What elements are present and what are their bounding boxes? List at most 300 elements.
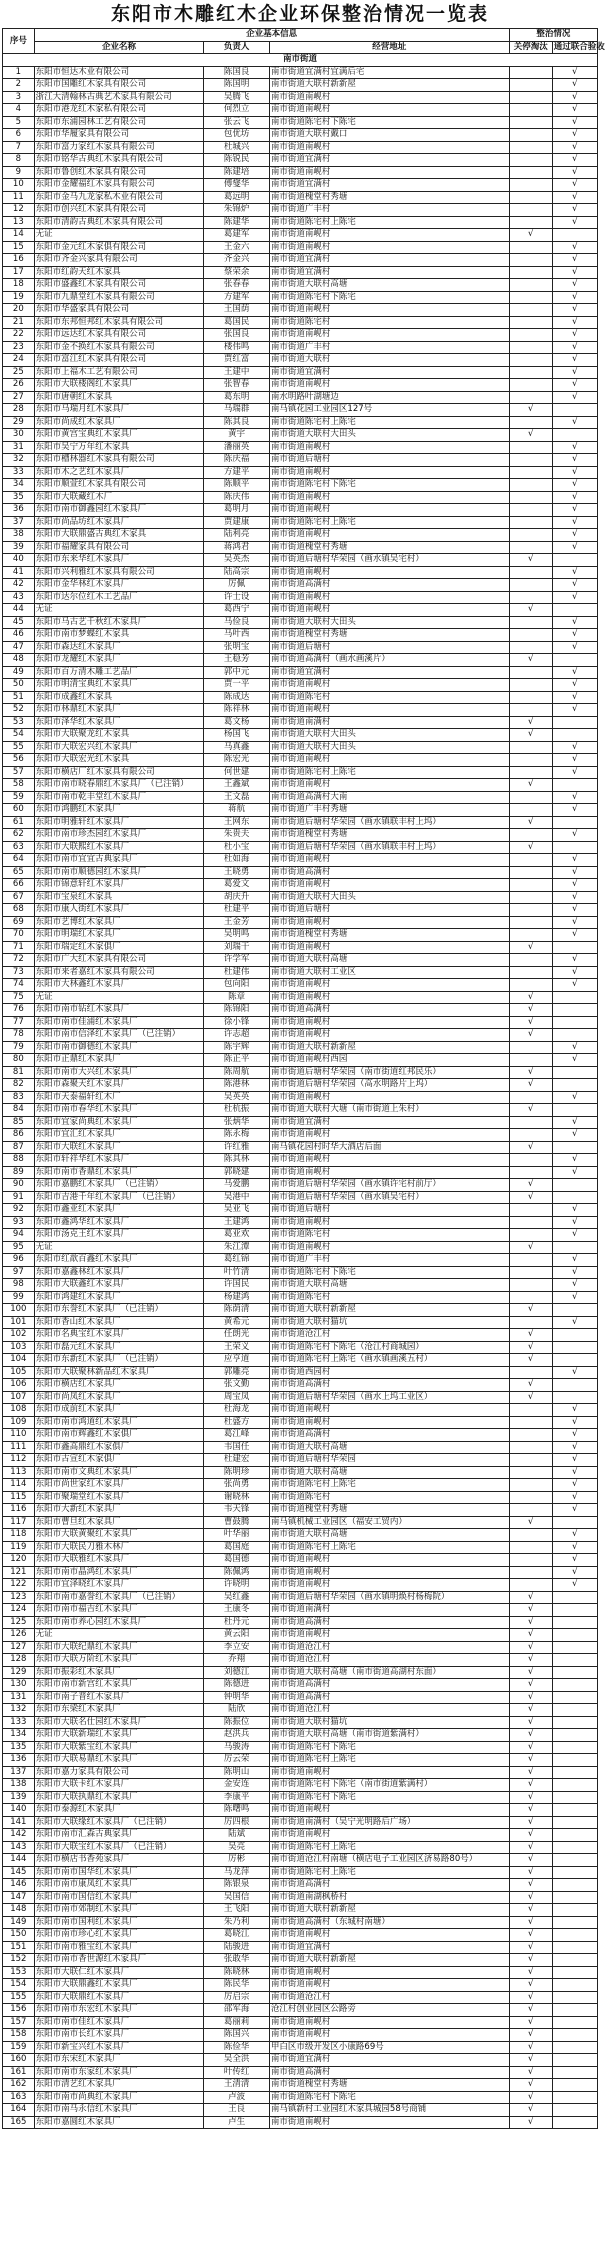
- row-shut-mark: [509, 66, 552, 79]
- row-person: 陈其林: [204, 1154, 270, 1167]
- row-company-name: 东阳市南市珍心红木家具厂: [34, 1929, 204, 1942]
- row-company-name: 东阳市尚品坊红木家具厂: [34, 516, 204, 529]
- table-row: [3, 1391, 598, 1404]
- row-shut-mark: √: [509, 1066, 552, 1079]
- row-company-name: 东阳市南市雅宝红木家具厂: [34, 1941, 204, 1954]
- table-row: [3, 1179, 598, 1192]
- row-passed-mark: √: [552, 1441, 597, 1454]
- row-passed-mark: [552, 1179, 597, 1192]
- table-row: [3, 579, 598, 592]
- row-company-name: 东阳市明清宝典红木家具厂: [34, 679, 204, 692]
- row-shut-mark: [509, 1441, 552, 1454]
- table-row: [3, 629, 598, 642]
- row-passed-mark: √: [552, 704, 597, 717]
- row-shut-mark: √: [509, 1754, 552, 1767]
- table-row: [3, 491, 598, 504]
- row-person: 王建鸿: [204, 1216, 270, 1229]
- row-company-name: 东阳市大联藏红木厂: [34, 491, 204, 504]
- table-row: [3, 591, 598, 604]
- row-shut-mark: [509, 1204, 552, 1217]
- row-passed-mark: √: [552, 679, 597, 692]
- row-company-name: 东阳市南市康凤红木家具厂: [34, 1879, 204, 1892]
- row-company-name: 东阳市大联民刀雅木林厂: [34, 1541, 204, 1554]
- row-company-name: 东阳市唐朝红木家具: [34, 391, 204, 404]
- row-no: 5: [3, 116, 35, 129]
- row-passed-mark: [552, 1979, 597, 1992]
- row-passed-mark: [552, 2079, 597, 2092]
- row-no: 90: [3, 1179, 35, 1192]
- row-no: 78: [3, 1029, 35, 1042]
- table-row: [3, 666, 598, 679]
- row-person: 包优坊: [204, 129, 270, 142]
- row-address: 南市街道后塘村华荣园（画水镇许宅村前厅）: [269, 1179, 509, 1192]
- row-address: 南市街道大联村大田头: [269, 729, 509, 742]
- row-no: 77: [3, 1016, 35, 1029]
- row-no: 9: [3, 166, 35, 179]
- row-no: 61: [3, 816, 35, 829]
- row-address: 南马镇花园工业园区127号: [269, 404, 509, 417]
- row-passed-mark: [552, 729, 597, 742]
- row-shut-mark: √: [509, 1829, 552, 1842]
- row-shut-mark: [509, 366, 552, 379]
- row-shut-mark: [509, 1416, 552, 1429]
- row-company-name: 东阳市龙耀红木家具厂: [34, 654, 204, 667]
- row-passed-mark: √: [552, 1554, 597, 1567]
- row-person: 王金芳: [204, 916, 270, 929]
- row-address: 南市街道大联村新新屋: [269, 1954, 509, 1967]
- row-passed-mark: √: [552, 466, 597, 479]
- row-no: 73: [3, 966, 35, 979]
- row-passed-mark: √: [552, 1279, 597, 1292]
- row-passed-mark: [552, 1354, 597, 1367]
- row-no: 142: [3, 1829, 35, 1842]
- table-row: [3, 2116, 598, 2129]
- row-company-name: 东阳市林鼎红木家具厂: [34, 704, 204, 717]
- row-no: 33: [3, 466, 35, 479]
- row-passed-mark: √: [552, 241, 597, 254]
- row-address: 南市街道大联村猫坑: [269, 1316, 509, 1329]
- row-shut-mark: [509, 591, 552, 604]
- row-passed-mark: √: [552, 516, 597, 529]
- row-person: 厉彬: [204, 1854, 270, 1867]
- row-company-name: 东阳市南市国利红木家具厂: [34, 1916, 204, 1929]
- row-company-name: 东阳市南市东宏红木家具厂: [34, 2004, 204, 2017]
- row-shut-mark: √: [509, 1704, 552, 1717]
- row-passed-mark: [552, 1754, 597, 1767]
- row-no: 39: [3, 541, 35, 554]
- row-person: 贾建康: [204, 516, 270, 529]
- row-person: 葛文杨: [204, 716, 270, 729]
- row-no: 138: [3, 1779, 35, 1792]
- row-shut-mark: √: [509, 2091, 552, 2104]
- row-passed-mark: [552, 1391, 597, 1404]
- row-shut-mark: [509, 379, 552, 392]
- row-address: 南市街道南岘村: [269, 1016, 509, 1029]
- table-row: [3, 1679, 598, 1692]
- row-address: 甲白区市级开发区小康路69号: [269, 2041, 509, 2054]
- row-no: 131: [3, 1691, 35, 1704]
- row-address: 南市街道高满村: [269, 1879, 509, 1892]
- row-address: 南市街道陈宅村下陈宅: [269, 116, 509, 129]
- row-person: 吴红鑫: [204, 1591, 270, 1604]
- row-passed-mark: √: [552, 1466, 597, 1479]
- row-person: 应亨道: [204, 1354, 270, 1367]
- row-shut-mark: [509, 529, 552, 542]
- row-passed-mark: √: [552, 529, 597, 542]
- row-no: 30: [3, 429, 35, 442]
- table-row: [3, 2029, 598, 2042]
- row-person: 张敢华: [204, 1954, 270, 1967]
- row-person: 张智春: [204, 379, 270, 392]
- row-company-name: 东阳市南市珍杰园红木家具厂: [34, 829, 204, 842]
- row-company-name: 东阳市大联名仕园红木家具厂: [34, 1716, 204, 1729]
- row-company-name: 东阳市大联聚龙红木家具: [34, 729, 204, 742]
- row-passed-mark: √: [552, 904, 597, 917]
- row-shut-mark: √: [509, 1941, 552, 1954]
- row-no: 110: [3, 1429, 35, 1442]
- row-person: 陈宇辉: [204, 1041, 270, 1054]
- table-row: [3, 116, 598, 129]
- row-address: 南市街道大联村高塘: [269, 279, 509, 292]
- row-address: 南市街道宜满村: [269, 666, 509, 679]
- table-row: [3, 1641, 598, 1654]
- row-company-name: 东阳市南市鸿道红木家具厂: [34, 1416, 204, 1429]
- table-row: [3, 979, 598, 992]
- row-shut-mark: √: [509, 554, 552, 567]
- row-shut-mark: [509, 879, 552, 892]
- row-person: 叶华丽: [204, 1529, 270, 1542]
- row-passed-mark: [552, 2029, 597, 2042]
- row-address: 南市街道后塘村华荣园（画水镇联丰村上坞）: [269, 816, 509, 829]
- table-row: [3, 1041, 598, 1054]
- row-address: 南市街道南岘村: [269, 441, 509, 454]
- row-passed-mark: √: [552, 1316, 597, 1329]
- row-no: 80: [3, 1054, 35, 1067]
- table-row: [3, 1941, 598, 1954]
- row-address: 南市街道南岘村: [269, 504, 509, 517]
- row-shut-mark: [509, 1366, 552, 1379]
- table-row: [3, 1841, 598, 1854]
- table-row: [3, 529, 598, 542]
- row-no: 85: [3, 1116, 35, 1129]
- row-address: 南市街道陈宅村: [269, 1229, 509, 1242]
- row-company-name: 东阳市鸿鹏红木家具厂: [34, 804, 204, 817]
- row-company-name: 东阳市横店红木家具厂: [34, 1379, 204, 1392]
- table-row: [3, 341, 598, 354]
- table-row: [3, 391, 598, 404]
- row-passed-mark: [552, 1679, 597, 1692]
- row-company-name: 东阳市大联鼎鑫红木家具厂: [34, 1979, 204, 1992]
- row-passed-mark: √: [552, 1416, 597, 1429]
- header-no: 序号: [3, 29, 35, 54]
- row-address: 南市街道南岘村西园: [269, 1054, 509, 1067]
- row-company-name: 东阳市马瑞月红木家具厂: [34, 404, 204, 417]
- table-row: [3, 1916, 598, 1929]
- row-no: 87: [3, 1141, 35, 1154]
- row-passed-mark: [552, 1929, 597, 1942]
- table-row: [3, 1616, 598, 1629]
- table-row: [3, 1204, 598, 1217]
- row-person: 郭晓建: [204, 1166, 270, 1179]
- row-person: 陆斌: [204, 1829, 270, 1842]
- row-no: 154: [3, 1979, 35, 1992]
- table-row: [3, 641, 598, 654]
- row-address: 南市街道高满村大南: [269, 791, 509, 804]
- row-shut-mark: √: [509, 729, 552, 742]
- row-shut-mark: [509, 1216, 552, 1229]
- row-company-name: 东阳市铭华古典红木家具有限公司: [34, 154, 204, 167]
- row-shut-mark: √: [509, 1341, 552, 1354]
- row-passed-mark: [552, 841, 597, 854]
- row-shut-mark: √: [509, 604, 552, 617]
- row-address: 南市街道大联村高塘: [269, 954, 509, 967]
- row-shut-mark: [509, 1491, 552, 1504]
- row-shut-mark: [509, 1116, 552, 1129]
- row-shut-mark: √: [509, 1816, 552, 1829]
- row-company-name: 东阳市大新红木家具厂: [34, 1504, 204, 1517]
- row-no: 106: [3, 1379, 35, 1392]
- row-person: 葛江峰: [204, 1429, 270, 1442]
- row-address: 南市街道陈宅村上陈宅: [269, 1754, 509, 1767]
- row-shut-mark: √: [509, 1779, 552, 1792]
- row-passed-mark: [552, 1341, 597, 1354]
- row-address: 南市街道南岘村: [269, 241, 509, 254]
- row-passed-mark: [552, 2066, 597, 2079]
- row-shut-mark: [509, 854, 552, 867]
- row-address: 南市街道南岘村: [269, 2116, 509, 2129]
- row-passed-mark: √: [552, 1541, 597, 1554]
- table-row: [3, 1441, 598, 1454]
- row-person: 陈港林: [204, 1079, 270, 1092]
- row-shut-mark: [509, 466, 552, 479]
- row-passed-mark: [552, 1004, 597, 1017]
- row-passed-mark: [552, 1691, 597, 1704]
- row-shut-mark: √: [509, 1879, 552, 1892]
- row-passed-mark: √: [552, 929, 597, 942]
- table-row: [3, 691, 598, 704]
- row-company-name: 东阳市南市嘉誉红木家具厂（已注销）: [34, 1591, 204, 1604]
- row-shut-mark: [509, 916, 552, 929]
- row-passed-mark: [552, 2054, 597, 2067]
- row-passed-mark: √: [552, 754, 597, 767]
- row-shut-mark: √: [509, 1079, 552, 1092]
- row-no: 4: [3, 104, 35, 117]
- row-company-name: 东阳市嘉力家具有限公司: [34, 1766, 204, 1779]
- row-passed-mark: √: [552, 1529, 597, 1542]
- table-row: [3, 1791, 598, 1804]
- row-no: 60: [3, 804, 35, 817]
- row-person: 陈国明: [204, 79, 270, 92]
- row-person: 杜建平: [204, 904, 270, 917]
- row-shut-mark: [509, 541, 552, 554]
- table-row: [3, 1591, 598, 1604]
- table-row: [3, 841, 598, 854]
- table-row: [3, 1804, 598, 1817]
- row-shut-mark: [509, 1229, 552, 1242]
- table-row: [3, 866, 598, 879]
- row-company-name: 东阳市广大红木家具有限公司: [34, 954, 204, 967]
- row-no: 54: [3, 729, 35, 742]
- row-shut-mark: [509, 1154, 552, 1167]
- table-row: [3, 1116, 598, 1129]
- row-passed-mark: √: [552, 141, 597, 154]
- row-address: 南市街道沧江村: [269, 1641, 509, 1654]
- row-no: 84: [3, 1104, 35, 1117]
- row-passed-mark: [552, 1854, 597, 1867]
- table-row: [3, 1529, 598, 1542]
- table-row: [3, 141, 598, 154]
- row-company-name: 东阳市宝泉红木家具: [34, 891, 204, 904]
- row-passed-mark: [552, 1066, 597, 1079]
- row-shut-mark: [509, 154, 552, 167]
- row-person: 杜盛方: [204, 1416, 270, 1429]
- row-person: 张明宝: [204, 641, 270, 654]
- row-passed-mark: √: [552, 204, 597, 217]
- table-row: [3, 766, 598, 779]
- row-company-name: 东阳市嘉圆红木家具厂: [34, 2116, 204, 2129]
- row-company-name: 东阳市大联易鼎红木家具厂: [34, 1754, 204, 1767]
- row-company-name: 东阳市顺萱红木家具有限公司: [34, 479, 204, 492]
- row-no: 159: [3, 2041, 35, 2054]
- row-person: 杜小宝: [204, 841, 270, 854]
- row-no: 21: [3, 316, 35, 329]
- row-company-name: 东阳市大联红木家具厂: [34, 1141, 204, 1154]
- row-no: 155: [3, 1991, 35, 2004]
- row-person: 厉四根: [204, 1816, 270, 1829]
- row-person: 陈明山: [204, 1766, 270, 1779]
- row-no: 17: [3, 266, 35, 279]
- row-address: 南市街道广丰村: [269, 204, 509, 217]
- row-company-name: 东阳市国雕红木家具有限公司: [34, 79, 204, 92]
- row-company-name: 东阳市磊元红木家具厂: [34, 1341, 204, 1354]
- row-company-name: 东阳市瑞定红木家俱厂: [34, 941, 204, 954]
- row-address: 南市街道南岘村: [269, 529, 509, 542]
- row-company-name: 东阳市鸿建红木家具厂: [34, 1291, 204, 1304]
- row-address: 南市街道宜满村: [269, 366, 509, 379]
- row-no: 105: [3, 1366, 35, 1379]
- row-company-name: 东阳市南市晶鸿红木家具厂: [34, 1566, 204, 1579]
- row-person: 刘德江: [204, 1666, 270, 1679]
- row-address: 南市街道陈宅村上陈宅: [269, 1866, 509, 1879]
- row-person: 包向阳: [204, 979, 270, 992]
- row-passed-mark: √: [552, 854, 597, 867]
- row-shut-mark: √: [509, 1954, 552, 1967]
- row-person: 王文磊: [204, 791, 270, 804]
- row-company-name: 东阳市宜汇红木家具厂: [34, 1129, 204, 1142]
- row-shut-mark: [509, 504, 552, 517]
- row-shut-mark: [509, 166, 552, 179]
- row-no: 145: [3, 1866, 35, 1879]
- row-person: 郭雕亮: [204, 1366, 270, 1379]
- row-no: 112: [3, 1454, 35, 1467]
- row-company-name: 东阳市百万清木雕工艺品厂: [34, 666, 204, 679]
- row-person: 吴亚飞: [204, 1204, 270, 1217]
- row-person: 陆骏进: [204, 1941, 270, 1954]
- row-address: 南市街道槐堂村秀塘: [269, 829, 509, 842]
- row-address: 南市街道陈宅村上陈宅: [269, 516, 509, 529]
- row-company-name: 东阳市正鼎红木家具厂: [34, 1054, 204, 1067]
- row-no: 12: [3, 204, 35, 217]
- row-company-name: 东阳市金华林红木家具厂: [34, 579, 204, 592]
- row-person: 许晓明: [204, 1579, 270, 1592]
- row-no: 165: [3, 2116, 35, 2129]
- row-person: 胡庆升: [204, 891, 270, 904]
- row-passed-mark: √: [552, 1491, 597, 1504]
- row-no: 147: [3, 1891, 35, 1904]
- row-address: 南市街道广丰村秀塘: [269, 804, 509, 817]
- table-row: [3, 1779, 598, 1792]
- table-row: [3, 829, 598, 842]
- row-company-name: 东阳市横店厂红木家具有限公司: [34, 766, 204, 779]
- row-address: 南市街道南岘村: [269, 104, 509, 117]
- row-no: 97: [3, 1266, 35, 1279]
- row-passed-mark: [552, 1379, 597, 1392]
- row-address: 南市街道高满村: [269, 1429, 509, 1442]
- table-row: [3, 1079, 598, 1092]
- row-passed-mark: [552, 229, 597, 242]
- row-address: 南市街道沧江村: [269, 1991, 509, 2004]
- row-no: 95: [3, 1241, 35, 1254]
- row-passed-mark: [552, 1629, 597, 1642]
- row-address: 南市街道后塘村: [269, 641, 509, 654]
- row-address: 南市街道南岘村: [269, 304, 509, 317]
- table-row: [3, 1741, 598, 1754]
- row-passed-mark: [552, 1641, 597, 1654]
- row-address: 南市街道高满村: [269, 1679, 509, 1692]
- row-passed-mark: [552, 1779, 597, 1792]
- row-no: 107: [3, 1391, 35, 1404]
- row-no: 109: [3, 1416, 35, 1429]
- row-shut-mark: [509, 1129, 552, 1142]
- table-row: [3, 441, 598, 454]
- row-company-name: 东阳市南市国华红木家具厂: [34, 1866, 204, 1879]
- table-row: [3, 1929, 598, 1942]
- table-row: [3, 1004, 598, 1017]
- row-no: 104: [3, 1354, 35, 1367]
- row-address: 南市街道大联村戴口: [269, 129, 509, 142]
- row-no: 8: [3, 154, 35, 167]
- row-company-name: 东阳市南马永信红木家具厂: [34, 2104, 204, 2117]
- row-shut-mark: √: [509, 1741, 552, 1754]
- row-passed-mark: √: [552, 416, 597, 429]
- table-row: [3, 541, 598, 554]
- row-passed-mark: √: [552, 1254, 597, 1267]
- row-passed-mark: [552, 1904, 597, 1917]
- row-passed-mark: [552, 2016, 597, 2029]
- row-address: 南市街道大联村高塘（南市街道紫满村）: [269, 1729, 509, 1742]
- row-shut-mark: [509, 1579, 552, 1592]
- table-row: [3, 466, 598, 479]
- row-shut-mark: [509, 766, 552, 779]
- row-address: 南市街道南岘村: [269, 1579, 509, 1592]
- table-row: [3, 1229, 598, 1242]
- row-no: 50: [3, 679, 35, 692]
- row-company-name: 东阳市黄宫宝典红木家具厂: [34, 429, 204, 442]
- row-shut-mark: [509, 516, 552, 529]
- row-company-name: 东阳市木之艺红木家具厂: [34, 466, 204, 479]
- table-row: [3, 91, 598, 104]
- row-person: 陈佩鸿: [204, 1566, 270, 1579]
- row-no: 81: [3, 1066, 35, 1079]
- row-passed-mark: [552, 1791, 597, 1804]
- row-person: 马真鑫: [204, 741, 270, 754]
- row-address: 南市街道陈宅村上陈宅: [269, 416, 509, 429]
- row-address: 南市街道陈宅村下陈宅: [269, 1741, 509, 1754]
- row-shut-mark: [509, 1266, 552, 1279]
- row-no: 53: [3, 716, 35, 729]
- row-shut-mark: √: [509, 1979, 552, 1992]
- row-passed-mark: √: [552, 879, 597, 892]
